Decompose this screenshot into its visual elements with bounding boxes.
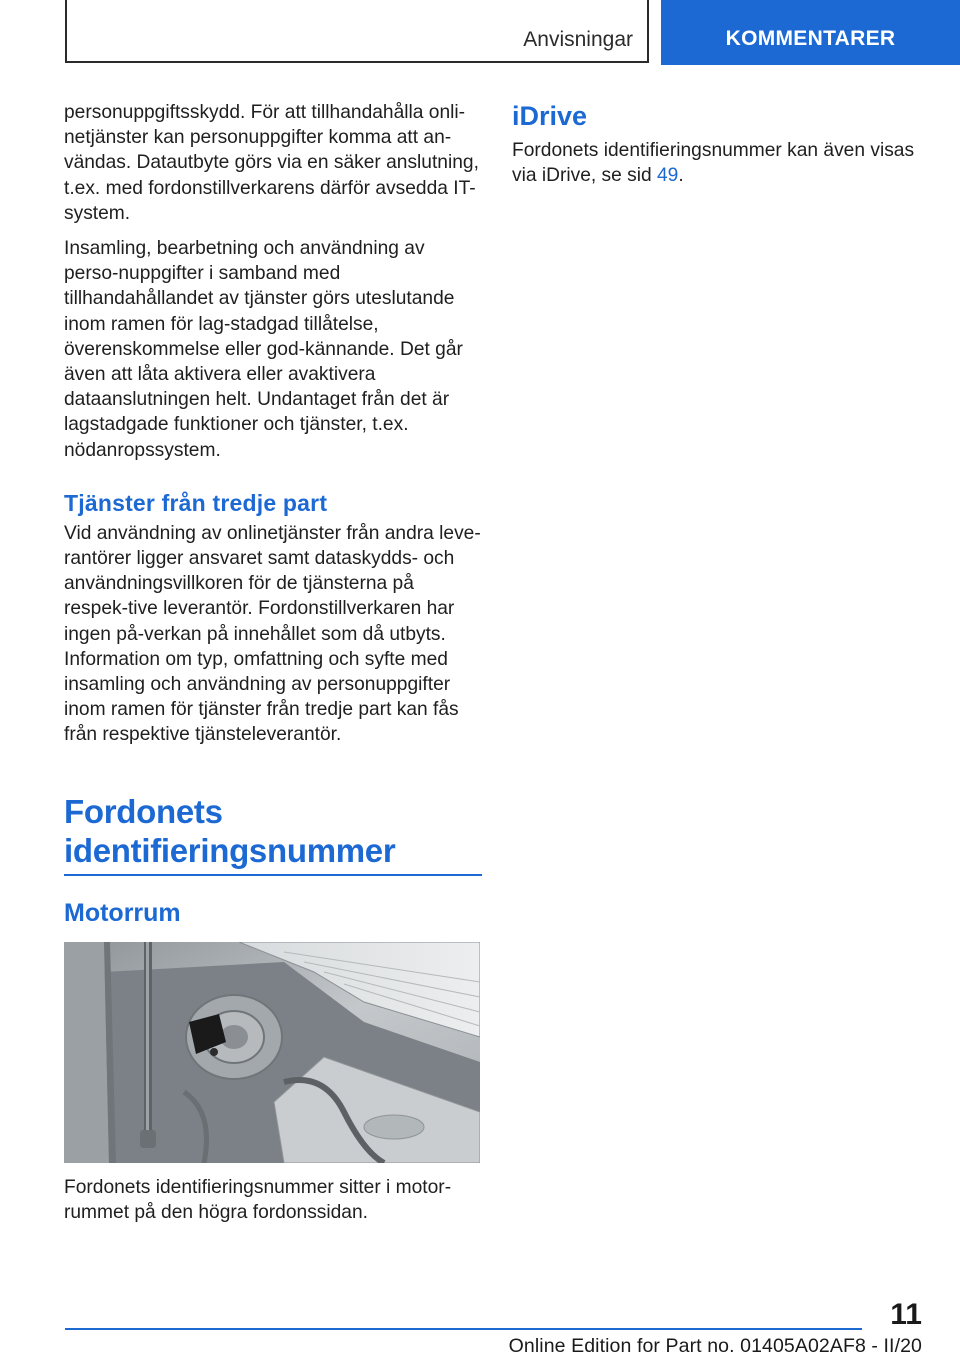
tab-kommentarer[interactable]: KOMMENTARER xyxy=(661,0,960,65)
footer-edition: Online Edition for Part no. 01405A02AF8 - II/20 xyxy=(508,1335,922,1357)
page-link-49[interactable]: 49 xyxy=(657,165,679,187)
chapter-heading-line1: Fordonets xyxy=(64,792,223,830)
engine-bay-illustration xyxy=(64,942,480,1163)
idrive-text-end: . xyxy=(678,165,684,187)
engine-bay-caption: Fordonets identifieringsnummer sitter i motor-rummet på den högra fordonssidan. xyxy=(64,1176,452,1223)
header-box xyxy=(65,0,649,63)
heading-engine-bay: Motorrum xyxy=(64,898,181,927)
section-title: Anvisningar xyxy=(523,28,633,51)
chapter-heading-line2: identifieringsnummer xyxy=(64,831,396,869)
right-column xyxy=(512,100,922,198)
heading-third-party: Tjänster från tredje part xyxy=(64,489,328,516)
paragraph-data-processing: Insamling, bearbetning och användning av perso-nuppgifter i samband med tillhandahållandet av tjänster görs uteslutande inom ramen för lag-stadgad tillåtelse, överenskommelse eller god-kännande. Det går även att låta aktivera eller avaktivera dataanslutningen helt. Undantaget från det är lagstadgade funktioner och tjänster, t.ex. nödanropssystem. xyxy=(64,238,463,461)
chapter-heading xyxy=(64,792,482,870)
page-number: 11 xyxy=(890,1298,922,1331)
left-column xyxy=(64,100,482,1235)
footer-rule xyxy=(65,1328,862,1330)
idrive-text: Fordonets identifieringsnummer kan även visas via iDrive, se sid xyxy=(512,140,915,187)
heading-idrive: iDrive xyxy=(512,101,588,131)
paragraph-idrive xyxy=(512,138,922,188)
paragraph-data-protection: personuppgiftsskydd. För att tillhandahålla onli-netjänster kan personuppgifter komma att an-vändas. Datautbyte görs via en säker anslutning, t.ex. med fordonstillverkarens därför avsedda IT-system. xyxy=(64,102,479,224)
paragraph-third-party: Vid användning av onlinetjänster från andra leve-rantörer ligger ansvaret samt dataskydds- och användningsvillkoren för de tjänsterna på respek-tive leverantör. Fordonstillverkaren har ingen på-verkan på innehållet som då utbyts. Information om typ, omfattning och syfte med insamling och användning av personuppgifter inom ramen för tjänster från tredje part kan fås från respektive tjänsteleverantör. xyxy=(64,522,481,746)
